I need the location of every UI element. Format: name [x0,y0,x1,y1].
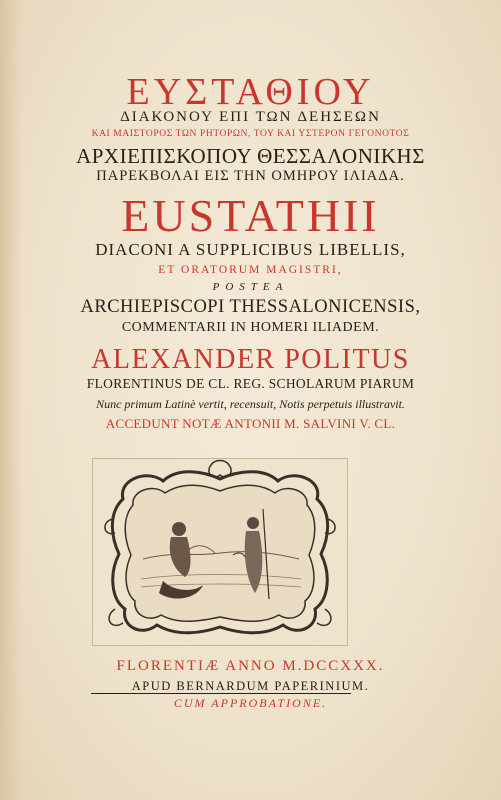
editor-affiliation: FLORENTINUS DE CL. REG. SCHOLARUM PIARUM [86,376,415,391]
greek-subtitle-line-3: ΚΑΙ ΜΑΙΣΤΟΡΟΣ ΤΩΝ ΡΗΤΟΡΩΝ, ΤΟΥ ΚΑΙ ΥΣΤΕΡΟΝ ΓΕΓΟΝΟΤΟΣ [91,129,410,139]
imprint-rule [91,693,351,694]
greek-subtitle-line-2: ΔΙΑΚΟΝΟΥ ΕΠΙ ΤΩΝ ΔΕΗΣΕΩΝ [120,109,381,125]
imprint-printer: APUD BERNARDUM PAPERINIUM. [131,679,370,693]
accedunt-line: ACCEDUNT NOTÆ ANTONII M. SALVINI V. CL. [105,416,396,431]
engraved-cartouche-vignette-icon [92,458,348,646]
editor-name: ALEXANDER POLITUS [91,344,410,375]
latin-subtitle-line-6: COMMENTARII IN HOMERI ILIADEM. [121,320,380,335]
imprint-place: FLORENTIÆ ANNO M.DCCXXX. [116,658,385,674]
latin-subtitle-line-3: ET ORATORUM MAGISTRI, [158,264,343,276]
editor-note: Nunc primum Latinè vertit, recensuit, Notis perpetuis illustravit. [96,397,405,411]
latin-subtitle-line-4: POSTEA [212,281,289,293]
approbation-line: CUM APPROBATIONE. [173,696,328,710]
latin-subtitle-line-2: DIACONI A SUPPLICIBUS LIBELLIS, [95,240,406,259]
greek-title: ΕΥΣΤΑΘΙΟΥ [126,71,375,113]
latin-subtitle-line-5: ARCHIEPISCOPI THESSALONICENSIS, [80,297,421,317]
vignette-illustration [93,459,347,645]
greek-subtitle-line-5: ΠΑΡΕΚΒΟΛΑΙ ΕΙΣ ΤΗΝ ΟΜΗΡΟΥ ΙΛΙΑΔΑ. [96,168,405,184]
latin-title: EUSTATHII [121,190,380,241]
greek-subtitle-line-4: ΑΡΧΙΕΠΙΣΚΟΠΟΥ ΘΕΣΣΑΛΟΝΙΚΗΣ [76,144,425,168]
